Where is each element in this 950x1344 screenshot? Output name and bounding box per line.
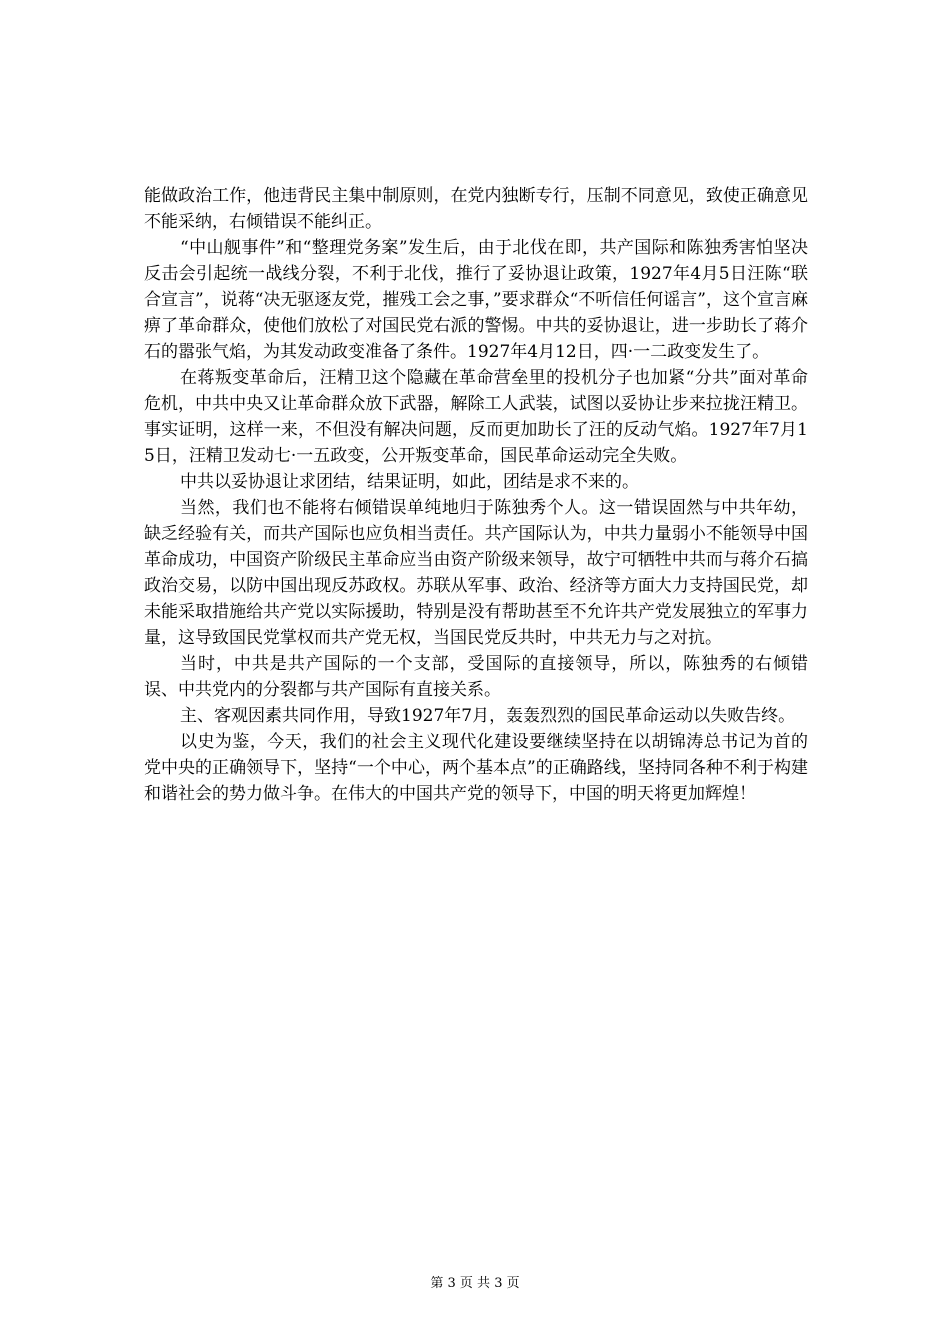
paragraph-4: 中共以妥协退让求团结，结果证明，如此，团结是求不来的。 bbox=[180, 472, 639, 492]
paragraph-1: 能做政治工作，他违背民主集中制原则，在党内独断专行，压制不同意见，致使正确意见不能采纳，右倾错误不能纠正。 bbox=[144, 186, 808, 232]
paragraph-6: 当时，中共是共产国际的一个支部，受国际的直接领导，所以，陈独秀的右倾错误、中共党内的分裂都与共产国际有直接关系。 bbox=[144, 654, 808, 700]
page-number-label: 第 3 页 共 3 页 bbox=[430, 1276, 520, 1291]
paragraph-7: 主、客观因素共同作用，导致1927年7月，轰轰烈烈的国民革命运动以失败告终。 bbox=[180, 706, 796, 726]
page-footer bbox=[0, 1276, 950, 1292]
paragraph-5: 当然，我们也不能将右倾错误单纯地归于陈独秀个人。这一错误固然与中共年幼，缺乏经验有关，而共产国际也应负相当责任。共产国际认为，中共力量弱小不能领导中国革命成功，中国资产阶级民主革命应当由资产阶级来领导，故宁可牺牲中共而与蒋介石搞政治交易，以防中国出现反苏政权。苏联从军事、政治、经济等方面大力支持国民党，却未能采取措施给共产党以实际援助，特别是没有帮助甚至不允许共产党发展独立的军事力量，这导致国民党掌权而共产党无权，当国民党反共时，中共无力与之对抗。 bbox=[144, 498, 808, 648]
paragraph-3: 在蒋叛变革命后，汪精卫这个隐藏在革命营垒里的投机分子也加紧“分共”面对革命危机，中共中央又让革命群众放下武器，解除工人武装，试图以妥协让步来拉拢汪精卫。事实证明，这样一来，不但没有解决问题，反而更加助长了汪的反动气焰。1927年7月15日，汪精卫发动七·一五政变，公开叛变革命，国民革命运动完全失败。 bbox=[144, 368, 808, 466]
document-body bbox=[144, 183, 808, 807]
paragraph-2: “中山舰事件”和“整理党务案”发生后，由于北伐在即，共产国际和陈独秀害怕坚决反击会引起统一战线分裂，不利于北伐，推行了妥协退让政策，1927年4月5日汪陈“联合宣言”，说蒋“决无驱逐友党，摧残工会之事，”要求群众“不听信任何谣言”，这个宣言麻痹了革命群众，使他们放松了对国民党右派的警惕。中共的妥协退让，进一步助长了蒋介石的嚣张气焰，为其发动政变准备了条件。1927年4月12日，四·一二政变发生了。 bbox=[144, 238, 808, 362]
paragraph-8: 以史为鉴，今天，我们的社会主义现代化建设要继续坚持在以胡锦涛总书记为首的党中央的正确领导下，坚持“一个中心，两个基本点”的正确路线，坚持同各种不利于构建和谐社会的势力做斗争。在伟大的中国共产党的领导下，中国的明天将更加辉煌！ bbox=[144, 732, 808, 804]
